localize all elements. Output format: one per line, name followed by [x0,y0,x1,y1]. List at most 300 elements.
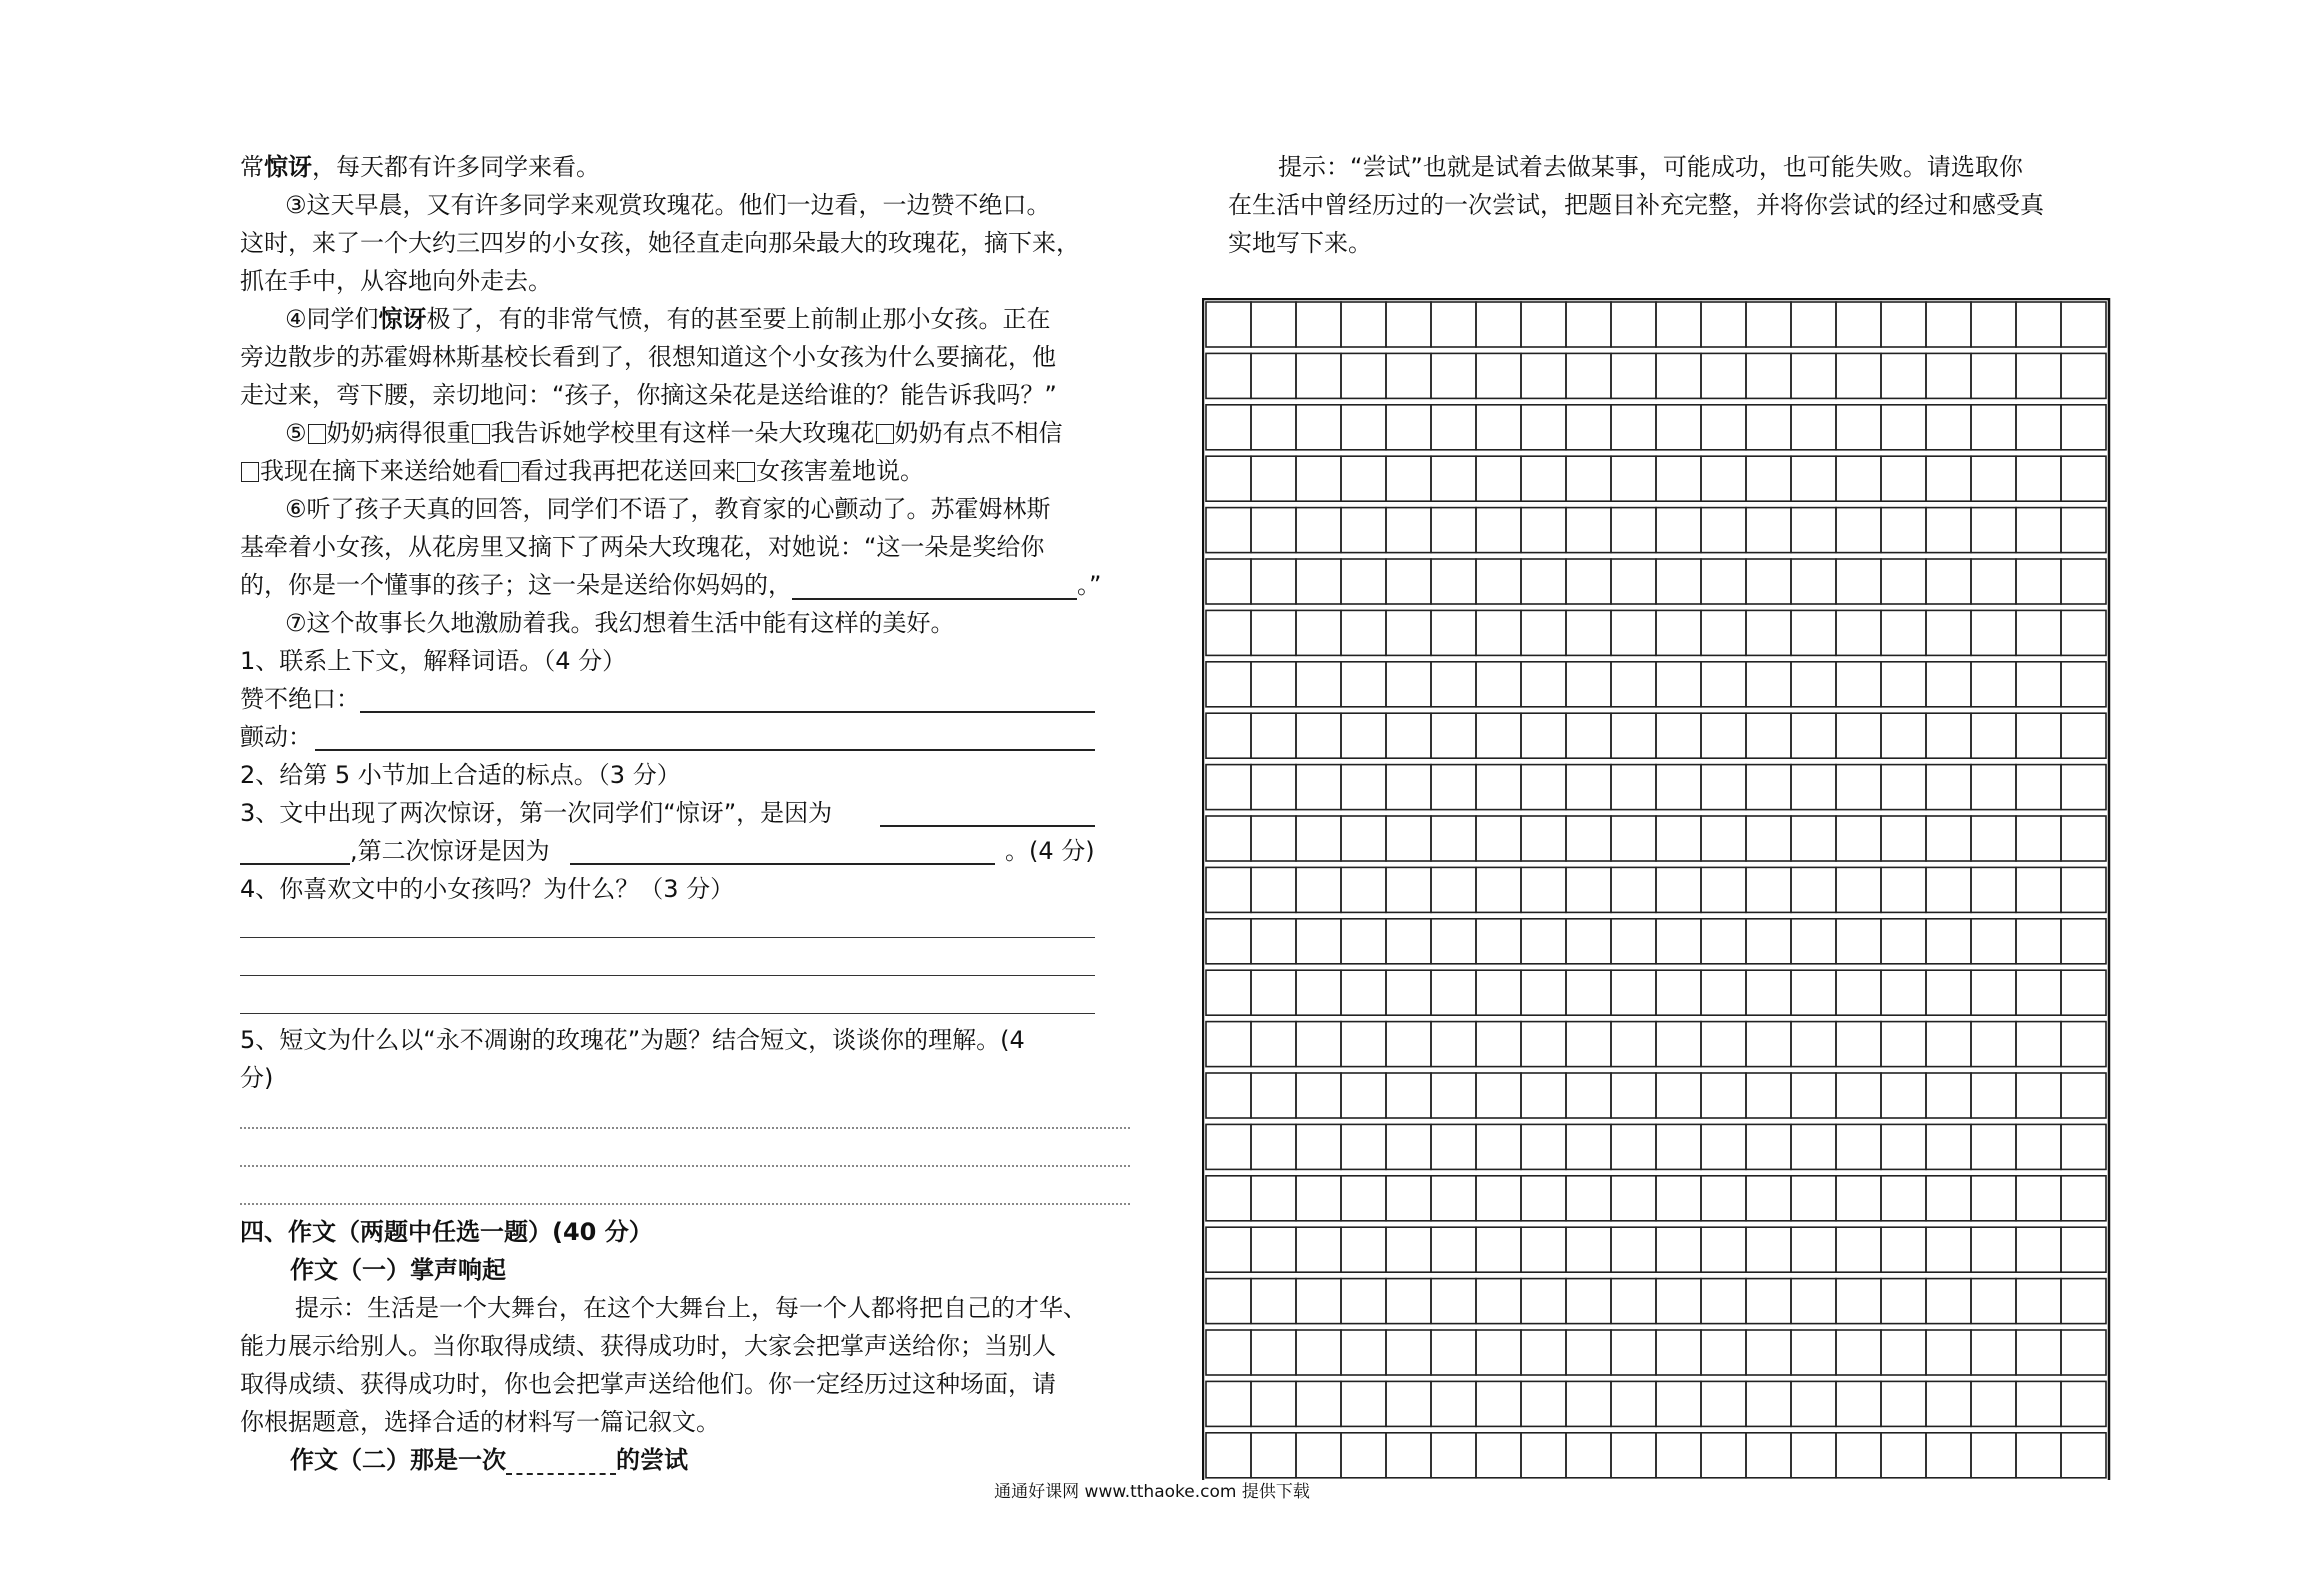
grid-cell [1476,1381,1521,1426]
question-3-cont: ,第二次惊讶是因为 [350,837,550,865]
grid-cell [1701,662,1746,707]
grid-cell [2016,1022,2061,1067]
grid-cell [1476,662,1521,707]
grid-cell [1296,405,1341,450]
grid-cell [1611,919,1656,964]
grid-cell [2016,1433,2061,1478]
grid-cell [1701,353,1746,398]
answer-line[interactable] [360,711,1095,713]
answer-line[interactable] [315,749,1095,751]
fill-blank[interactable] [792,578,1077,600]
grid-cell [1341,302,1386,347]
question-3: 3、文中出现了两次惊讶，第一次同学们“惊讶”，是因为 [240,799,833,827]
grid-cell [1476,713,1521,758]
grid-cell [1206,919,1251,964]
grid-cell [1566,353,1611,398]
grid-cell [1251,713,1296,758]
grid-cell [1926,1330,1971,1375]
answer-line[interactable] [570,863,995,865]
grid-cell [1746,1381,1791,1426]
grid-cell [2016,816,2061,861]
grid-cell [1611,508,1656,553]
grid-cell [1521,302,1566,347]
grid-cell [1611,1227,1656,1272]
grid-cell [1881,610,1926,655]
grid-cell [1206,816,1251,861]
grid-cell [1341,816,1386,861]
grid-cell [1251,765,1296,810]
grid-row [1206,1330,2106,1375]
grid-cell [1521,919,1566,964]
grid-cell [1431,456,1476,501]
grid-cell [1746,867,1791,912]
grid-cell [1791,1433,1836,1478]
grid-cell [1971,1073,2016,1118]
grid-cell [1521,1176,1566,1221]
grid-cell [1251,1176,1296,1221]
grid-cell [1791,919,1836,964]
grid-cell [1926,1124,1971,1169]
grid-cell [2016,456,2061,501]
grid-cell [1701,1022,1746,1067]
grid-row [1206,302,2106,347]
grid-cell [1881,1279,1926,1324]
grid-row [1206,713,2106,758]
grid-cell [1431,662,1476,707]
grid-cell [1611,559,1656,604]
text-line: 旁边散步的苏霍姆林斯基校长看到了，很想知道这个小女孩为什么要摘花，他 [240,343,1056,371]
grid-cell [1971,765,2016,810]
grid-cell [1836,456,1881,501]
answer-line[interactable] [240,975,1095,976]
grid-cell [1611,1124,1656,1169]
grid-cell [1611,816,1656,861]
grid-cell [1791,1124,1836,1169]
grid-cell [1746,302,1791,347]
grid-cell [1836,353,1881,398]
text-line: 这时，来了一个大约三四岁的小女孩，她径直走向那朵最大的玫瑰花，摘下来， [240,229,1080,257]
grid-cell [1656,1279,1701,1324]
grid-cell [1926,1227,1971,1272]
grid-cell [2061,1330,2106,1375]
grid-cell [1656,662,1701,707]
grid-cell [1746,508,1791,553]
grid-cell [1296,765,1341,810]
punctuation-exercise-line: 我现在摘下来送给她看 看过我再把花送回来 女孩害羞地说。 [240,456,924,486]
grid-cell [1521,1124,1566,1169]
grid-row [1206,970,2106,1015]
grid-row [1206,559,2106,604]
composition-2-title: 作文（二）那是一次 的尝试 [290,1446,688,1474]
grid-cell [1611,765,1656,810]
grid-cell [1386,508,1431,553]
grid-cell [2061,302,2106,347]
grid-cell [1611,1279,1656,1324]
answer-box[interactable] [308,424,326,444]
grid-cell [1386,1330,1431,1375]
grid-cell [1206,1227,1251,1272]
grid-cell [1926,610,1971,655]
grid-cell [1521,713,1566,758]
grid-cell [1206,1022,1251,1067]
grid-cell [1701,1330,1746,1375]
answer-box[interactable] [737,462,755,482]
grid-cell [1746,405,1791,450]
grid-cell [1926,1279,1971,1324]
grid-cell [2016,662,2061,707]
grid-cell [1521,1022,1566,1067]
dotted-answer-line[interactable] [240,1127,1130,1129]
grid-cell [1656,1124,1701,1169]
grid-cell [1926,867,1971,912]
grid-cell [1566,1022,1611,1067]
grid-cell [1521,405,1566,450]
punctuation-exercise-line: ⑤ 奶奶病得很重 我告诉她学校里有这样一朵大玫瑰花 奶奶有点不相信 [285,419,1063,447]
grid-cell [1791,1073,1836,1118]
grid-cell [1206,1124,1251,1169]
grid-cell [1611,1022,1656,1067]
grid-cell [1791,816,1836,861]
grid-cell [1296,1176,1341,1221]
grid-cell [2061,1279,2106,1324]
grid-cell [1746,456,1791,501]
grid-cell [1206,405,1251,450]
grid-cell [1566,816,1611,861]
grid-cell [1566,1073,1611,1118]
question-5: 5、短文为什么以“永不凋谢的玫瑰花”为题？结合短文，谈谈你的理解。(4 [240,1026,1025,1054]
grid-row [1206,919,2106,964]
grid-cell [1521,1073,1566,1118]
grid-cell [1836,867,1881,912]
grid-cell [1296,559,1341,604]
grid-cell [1206,867,1251,912]
grid-cell [1791,1022,1836,1067]
grid-cell [1206,1330,1251,1375]
grid-cell [1251,1073,1296,1118]
dotted-answer-line[interactable] [240,1203,1130,1205]
grid-cell [1296,1022,1341,1067]
grid-cell [1341,1227,1386,1272]
grid-cell [1791,508,1836,553]
grid-cell [1476,1279,1521,1324]
grid-cell [1206,713,1251,758]
grid-cell [1836,919,1881,964]
grid-cell [2061,1176,2106,1221]
grid-cell [1296,456,1341,501]
grid-cell [1296,610,1341,655]
grid-cell [1611,713,1656,758]
grid-cell [1836,1227,1881,1272]
grid-cell [1251,1381,1296,1426]
grid-cell [1701,1227,1746,1272]
grid-cell [1431,1073,1476,1118]
grid-cell [1656,1433,1701,1478]
grid-cell [1566,713,1611,758]
question-1-word-2: 颤动： [240,723,312,751]
grid-cell [1251,919,1296,964]
grid-cell [1341,1176,1386,1221]
answer-line[interactable] [240,863,350,865]
grid-cell [1836,508,1881,553]
grid-cell [1341,1279,1386,1324]
grid-cell [1341,1433,1386,1478]
grid-cell [1296,508,1341,553]
grid-cell [1251,610,1296,655]
grid-cell [1476,456,1521,501]
grid-row [1206,1381,2106,1426]
grid-cell [1476,1022,1521,1067]
grid-cell [1971,1433,2016,1478]
grid-cell [1251,1124,1296,1169]
grid-cell [2061,713,2106,758]
grid-cell [1881,405,1926,450]
grid-cell [1386,713,1431,758]
grid-cell [1431,559,1476,604]
text-line: 能力展示给别人。当你取得成绩、获得成功时，大家会把掌声送给你；当别人 [240,1332,1056,1360]
grid-cell [1611,662,1656,707]
grid-cell [1926,302,1971,347]
grid-cell [1701,610,1746,655]
grid-cell [1791,1381,1836,1426]
answer-box[interactable] [472,424,490,444]
grid-cell [1296,1124,1341,1169]
grid-row [1206,1433,2106,1478]
grid-cell [1611,970,1656,1015]
grid-cell [1296,1227,1341,1272]
question-5-cont: 分) [240,1064,274,1092]
text-line: 抓在手中，从容地向外走去。 [240,267,552,295]
grid-cell [1791,713,1836,758]
question-2: 2、给第 5 小节加上合适的标点。（3 分） [240,761,681,789]
grid-cell [1296,1433,1341,1478]
grid-cell [1881,1227,1926,1272]
grid-cell [2061,867,2106,912]
grid-cell [1926,405,1971,450]
grid-cell [1476,919,1521,964]
grid-cell [1971,1381,2016,1426]
grid-cell [1476,559,1521,604]
grid-cell [1476,970,1521,1015]
grid-cell [1656,765,1701,810]
answer-box[interactable] [876,424,894,444]
grid-cell [1521,353,1566,398]
grid-cell [1476,1227,1521,1272]
grid-cell [1251,508,1296,553]
grid-cell [1431,610,1476,655]
grid-cell [1746,662,1791,707]
grid-cell [1701,302,1746,347]
grid-cell [1881,559,1926,604]
grid-cell [1746,1124,1791,1169]
grid-cell [1791,1330,1836,1375]
grid-cell [1746,1227,1791,1272]
grid-cell [1926,508,1971,553]
grid-cell [1566,662,1611,707]
grid-cell [1431,1176,1476,1221]
grid-cell [1971,302,2016,347]
grid-cell [2061,765,2106,810]
grid-cell [1836,816,1881,861]
grid-row [1206,867,2106,912]
grid-cell [1611,867,1656,912]
grid-cell [1656,1227,1701,1272]
grid-cell [1521,559,1566,604]
grid-cell [1386,867,1431,912]
grid-cell [1341,353,1386,398]
grid-cell [1566,765,1611,810]
text-line: ④同学们惊讶极了，有的非常气愤，有的甚至要上前制止那小女孩。正在 [285,305,1051,333]
grid-cell [1431,713,1476,758]
grid-cell [1341,1124,1386,1169]
grid-cell [1566,559,1611,604]
grid-cell [1656,456,1701,501]
grid-cell [2016,353,2061,398]
grid-cell [2061,1433,2106,1478]
grid-cell [2061,353,2106,398]
grid-cell [1476,1330,1521,1375]
grid-cell [1701,1176,1746,1221]
grid-cell [1386,1279,1431,1324]
grid-cell [1521,1227,1566,1272]
grid-cell [1791,405,1836,450]
text-line: 提示：生活是一个大舞台，在这个大舞台上，每一个人都将把自己的才华、 [295,1294,1087,1322]
grid-cell [1296,816,1341,861]
grid-cell [1386,610,1431,655]
grid-cell [1836,405,1881,450]
grid-cell [1251,456,1296,501]
grid-cell [1881,302,1926,347]
grid-cell [1701,508,1746,553]
grid-cell [2061,456,2106,501]
grid-cell [2016,867,2061,912]
grid-cell [1566,405,1611,450]
grid-cell [1746,1433,1791,1478]
grid-cell [1971,867,2016,912]
grid-cell [1881,970,1926,1015]
grid-cell [1971,970,2016,1015]
grid-cell [2061,919,2106,964]
grid-cell [1881,353,1926,398]
grid-cell [1251,867,1296,912]
grid-cell [1656,919,1701,964]
grid-cell [1746,765,1791,810]
grid-cell [1926,713,1971,758]
grid-cell [1926,1073,1971,1118]
grid-cell [1701,1124,1746,1169]
grid-cell [1656,816,1701,861]
grid-cell [2061,816,2106,861]
grid-cell [1296,919,1341,964]
grid-cell [1206,765,1251,810]
grid-cell [1836,559,1881,604]
composition-grid[interactable] [1202,298,2114,1480]
grid-cell [1881,713,1926,758]
text-line: 提示：“尝试”也就是试着去做某事，可能成功，也可能失败。请选取你 [1278,153,2023,181]
grid-cell [1656,1330,1701,1375]
grid-cell [1836,970,1881,1015]
grid-cell [1971,662,2016,707]
grid-cell [1656,405,1701,450]
grid-cell [1971,1227,2016,1272]
grid-cell [1431,1330,1476,1375]
grid-cell [1386,1227,1431,1272]
grid-cell [1656,867,1701,912]
grid-cell [2016,559,2061,604]
grid-row [1206,610,2106,655]
grid-cell [1341,713,1386,758]
grid-cell [1566,1330,1611,1375]
grid-cell [1251,559,1296,604]
text-line: 实地写下来。 [1228,229,1372,257]
grid-cell [2016,1124,2061,1169]
grid-cell [1836,1176,1881,1221]
dotted-answer-line[interactable] [240,1165,1130,1167]
grid-cell [1701,919,1746,964]
grid-cell [1206,559,1251,604]
grid-cell [2061,662,2106,707]
answer-box[interactable] [241,462,259,482]
grid-cell [1251,1227,1296,1272]
grid-cell [1566,508,1611,553]
grid-cell [1206,1381,1251,1426]
grid-cell [1971,1279,2016,1324]
grid-cell [1386,765,1431,810]
grid-cell [1431,1279,1476,1324]
grid-cell [1746,610,1791,655]
grid-cell [1836,765,1881,810]
title-blank[interactable] [506,1451,616,1475]
grid-cell [1296,713,1341,758]
grid-cell [1746,970,1791,1015]
question-3-score: 。(4 分) [1005,837,1095,865]
grid-cell [1746,713,1791,758]
grid-cell [1881,456,1926,501]
grid-cell [1521,456,1566,501]
grid-cell [1296,1073,1341,1118]
grid-cell [1836,1124,1881,1169]
grid-cell [1611,353,1656,398]
answer-line[interactable] [880,825,1095,827]
grid-cell [2016,405,2061,450]
grid-cell [2016,610,2061,655]
grid-cell [1521,816,1566,861]
grid-cell [1206,662,1251,707]
grid-cell [1656,610,1701,655]
grid-cell [1476,302,1521,347]
answer-line[interactable] [240,937,1095,938]
grid-row [1206,1227,2106,1272]
grid-cell [1521,765,1566,810]
grid-cell [1206,1433,1251,1478]
grid-cell [1386,1073,1431,1118]
grid-cell [1566,970,1611,1015]
grid-cell [1926,559,1971,604]
grid-cell [1701,405,1746,450]
question-4: 4、你喜欢文中的小女孩吗？为什么？（3 分） [240,875,735,903]
grid-cell [1611,405,1656,450]
grid-cell [2016,302,2061,347]
grid-cell [1746,1022,1791,1067]
grid-cell [1386,302,1431,347]
grid-cell [1476,867,1521,912]
grid-cell [1836,610,1881,655]
grid-cell [1881,816,1926,861]
grid-cell [2061,508,2106,553]
answer-line[interactable] [240,1013,1095,1014]
grid-cell [1341,508,1386,553]
grid-cell [1881,1073,1926,1118]
answer-box[interactable] [501,462,519,482]
